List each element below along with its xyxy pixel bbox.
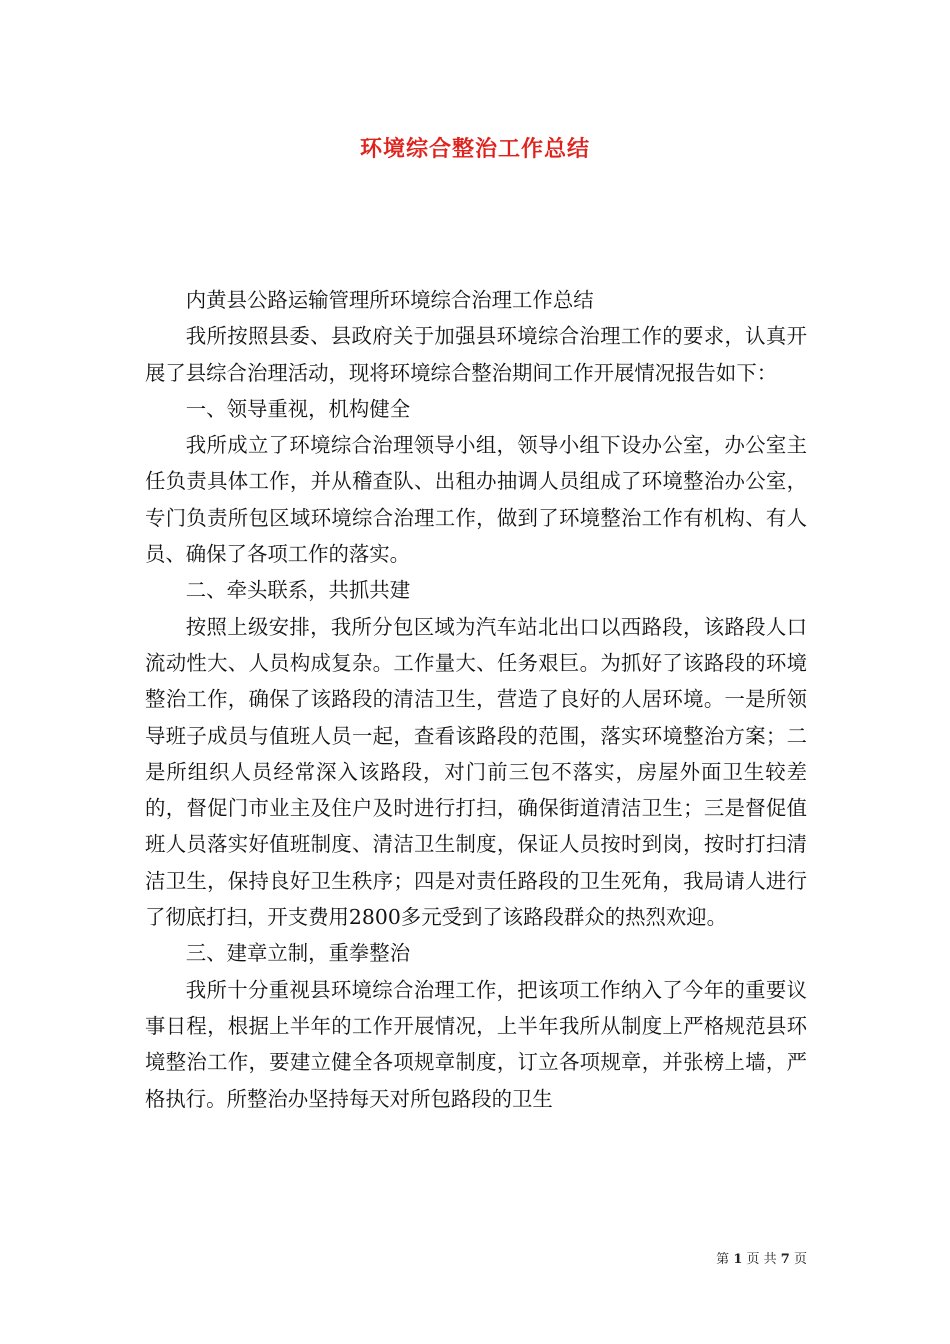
paragraph-intro: 我所按照县委、县政府关于加强县环境综合治理工作的要求，认真开展了县综合治理活动，现将环境综合整治期间工作开展情况报告如下： [145,324,807,385]
footer-prefix: 第 [716,1252,730,1267]
footer-total-pages: 7 [780,1252,790,1267]
paragraph-subtitle: 内黄县公路运输管理所环境综合治理工作总结 [185,288,594,312]
section-heading-1: 一、领导重视，机构健全 [185,396,411,421]
paragraph-section-2: 按照上级安排，我所分包区域为汽车站北出口以西路段，该路段人口流动性大、人员构成复杂。工作量大、任务艰巨。为抓好了该路段的环境整治工作，确保了该路段的清洁卫生，营造了良好的人居环境。一是所领导班子成员与值班人员一起，查看该路段的范围，落实环境整治方案；二是所组织人员经常深入该路段，对门前三包不落实，房屋外面卫生较差的，督促门市业主及住户及时进行打扫，确保街道清洁卫生；三是督促值班人员落实好值班制度、清洁卫生制度，保证人员按时到岗，按时打扫清洁卫生，保持良好卫生秩序；四是对责任路段的卫生死角，我局请人进行了彻底打扫，开支费用2800多元受到了该路段群众的热烈欢迎。 [145,614,807,930]
footer-current-page: 1 [733,1252,743,1267]
footer-middle: 页 共 [746,1252,777,1267]
section-heading-2: 二、牵头联系，共抓共建 [185,578,411,603]
paragraph-section-1: 我所成立了环境综合治理领导小组，领导小组下设办公室，办公室主任负责具体工作，并从稽查队、出租办抽调人员组成了环境整治办公室，专门负责所包区域环境综合治理工作，做到了环境整治工作有机构、有人员、确保了各项工作的落实。 [145,433,807,567]
page-footer [700,1248,807,1267]
section-heading-3: 三、建章立制，重拳整治 [185,941,411,966]
footer-suffix: 页 [793,1252,807,1267]
paragraph-section-3: 我所十分重视县环境综合治理工作，把该项工作纳入了今年的重要议事日程，根据上半年的工作开展情况，上半年我所从制度上严格规范县环境整治工作，要建立健全各项规章制度，订立各项规章，并张榜上墙，严格执行。所整治办坚持每天对所包路段的卫生 [145,977,807,1111]
document-body [145,282,807,1117]
document-title: 环境综合整治工作总结 [359,136,590,162]
